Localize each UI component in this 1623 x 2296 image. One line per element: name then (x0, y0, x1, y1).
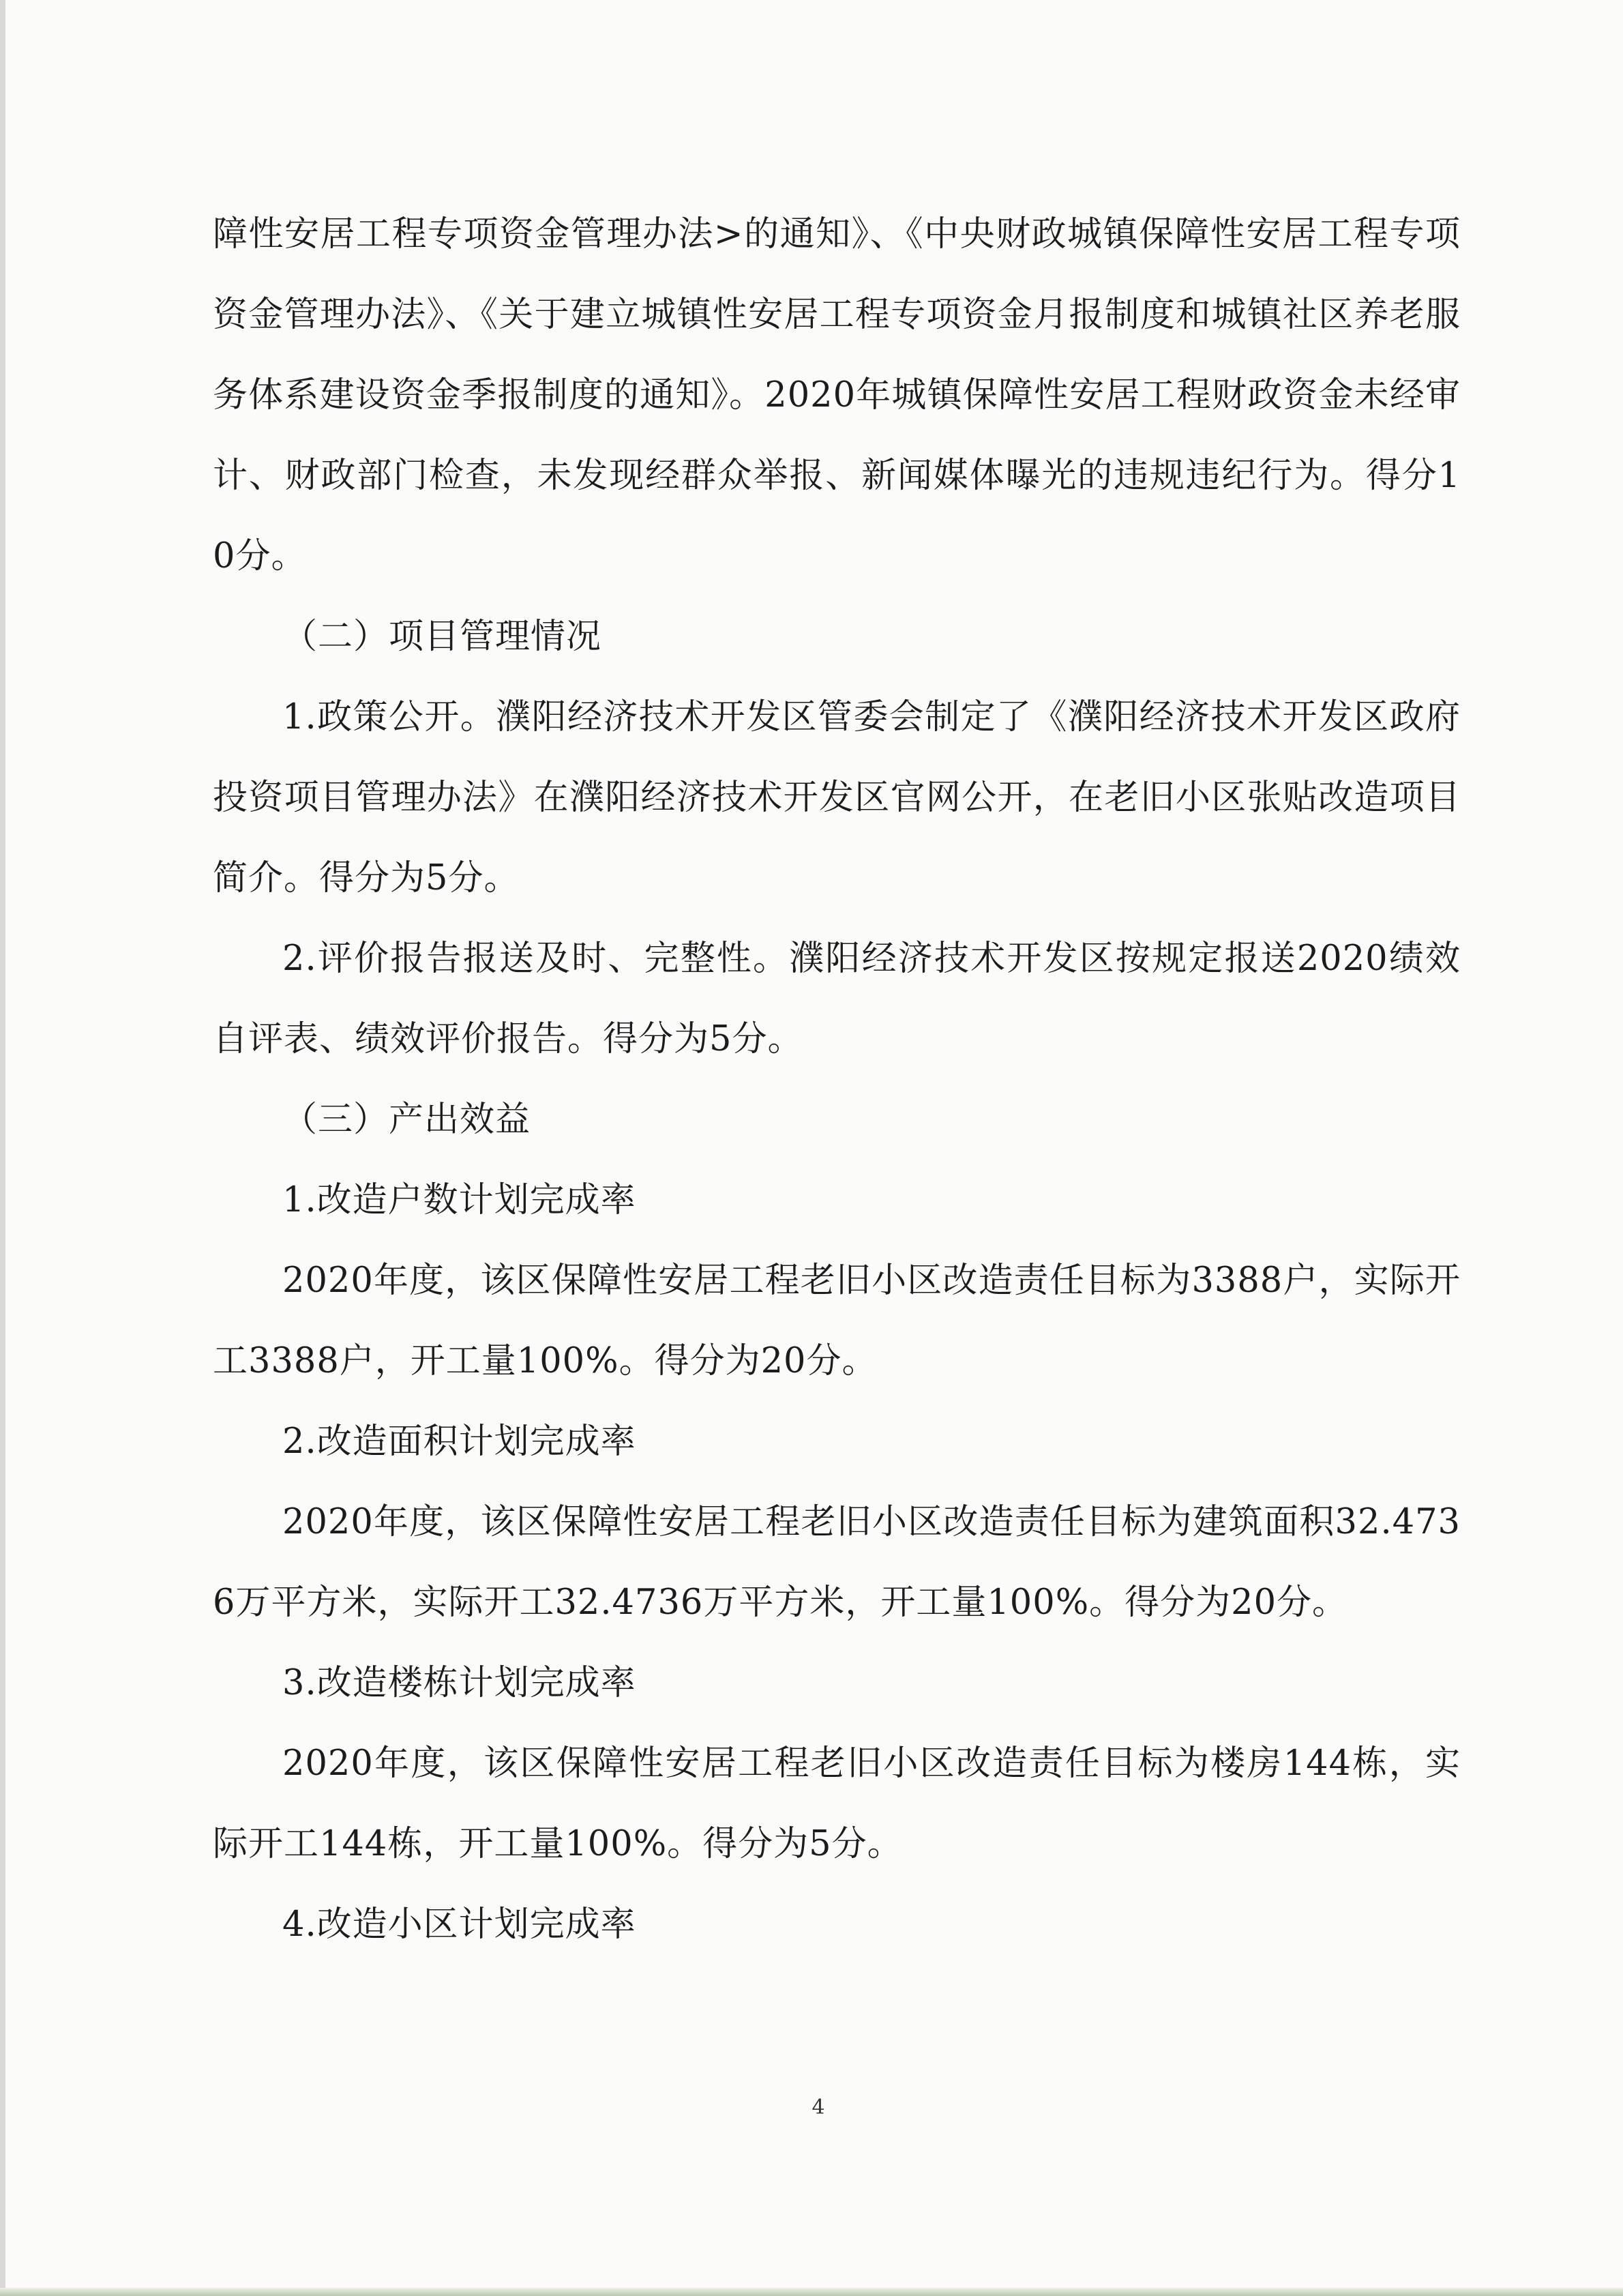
scan-edge-left (0, 0, 5, 2296)
body-text (213, 194, 1461, 1965)
paragraph-fund-management: 障性安居工程专项资金管理办法>的通知》、《中央财政城镇保障性安居工程专项资金管理办法》、《关于建立城镇性安居工程专项资金月报制度和城镇社区养老服务体系建设资金季报制度的通知》。2020年城镇保障性安居工程财政资金未经审计、财政部门检查，未发现经群众举报、新闻媒体曝光的违规违纪行为。得分10分。 (213, 214, 1461, 576)
heading-households-rate: 1.改造户数计划完成率 (282, 1180, 636, 1220)
scan-edge-bottom (0, 2288, 1623, 2296)
paragraph-report-submission: 2.评价报告报送及时、完整性。濮阳经济技术开发区按规定报送2020绩效自评表、绩效评价报告。得分为5分。 (213, 939, 1461, 1059)
heading-area-rate: 2.改造面积计划完成率 (282, 1422, 636, 1462)
heading-buildings-rate: 3.改造楼栋计划完成率 (282, 1663, 636, 1703)
heading-communities-rate: 4.改造小区计划完成率 (282, 1904, 636, 1945)
heading-output-benefits: （三）产出效益 (282, 1100, 531, 1140)
paragraph-households-rate: 2020年度，该区保障性安居工程老旧小区改造责任目标为3388户，实际开工3388户，开工量100%。得分为20分。 (213, 1261, 1461, 1381)
page-number: 4 (812, 2095, 825, 2119)
paragraph-area-rate: 2020年度，该区保障性安居工程老旧小区改造责任目标为建筑面积32.4736万平方米，实际开工32.4736万平方米，开工量100%。得分为20分。 (213, 1502, 1461, 1623)
heading-project-management: （二）项目管理情况 (282, 617, 602, 657)
paragraph-policy-disclosure: 1.政策公开。濮阳经济技术开发区管委会制定了《濮阳经济技术开发区政府投资项目管理办法》在濮阳经济技术开发区官网公开，在老旧小区张贴改造项目简介。得分为5分。 (213, 697, 1461, 898)
paragraph-buildings-rate: 2020年度，该区保障性安居工程老旧小区改造责任目标为楼房144栋，实际开工144栋，开工量100%。得分为5分。 (213, 1743, 1461, 1864)
